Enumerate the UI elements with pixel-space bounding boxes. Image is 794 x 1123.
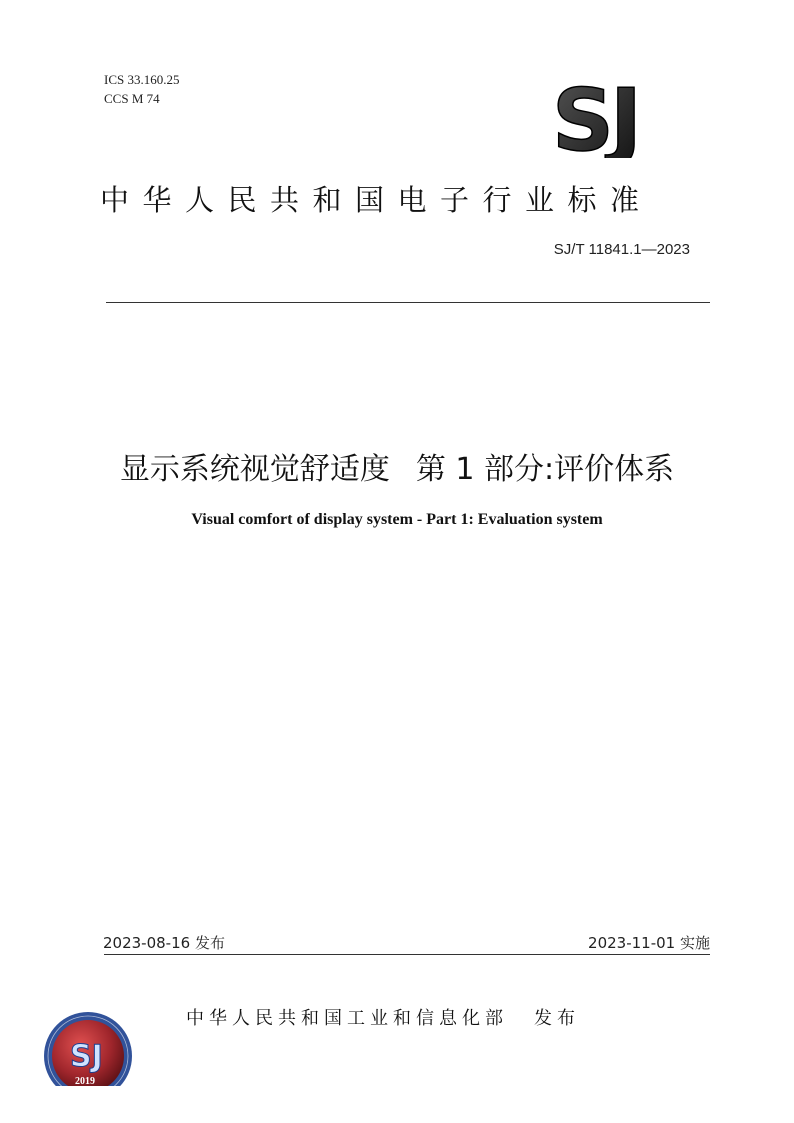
issue-date: 2023-08-16 发布: [103, 934, 225, 952]
implementation-date: 2023-11-01 实施: [588, 934, 710, 952]
ccs-code: CCS M 74: [104, 91, 160, 106]
chinese-title: [0, 444, 794, 488]
issuer-name: 中华人民共和国工业和信息化部: [186, 1008, 508, 1029]
bottom-divider: [104, 954, 710, 955]
chinese-title-part: 第 1 部分:评价体系: [415, 452, 675, 487]
standard-number: SJ/T 11841.1—2023: [553, 241, 690, 258]
svg-text:SJ: SJ: [552, 82, 638, 158]
issuer-action: 发布: [534, 1008, 580, 1029]
svg-text:2019: 2019: [75, 1076, 95, 1086]
standard-category-title: 中华人民共和国电子行业标准: [100, 183, 653, 217]
standard-seal-icon: [42, 1010, 136, 1086]
chinese-title-main: 显示系统视觉舒适度: [119, 452, 390, 487]
classification-codes: [104, 70, 179, 108]
top-divider: [106, 302, 710, 303]
sj-logo-icon: [550, 82, 664, 158]
issuing-authority: [186, 1004, 580, 1030]
english-title: Visual comfort of display system - Part 1: Evaluation system: [191, 511, 603, 528]
ics-code: ICS 33.160.25: [104, 72, 180, 87]
svg-text:SJ: SJ: [70, 1039, 103, 1074]
